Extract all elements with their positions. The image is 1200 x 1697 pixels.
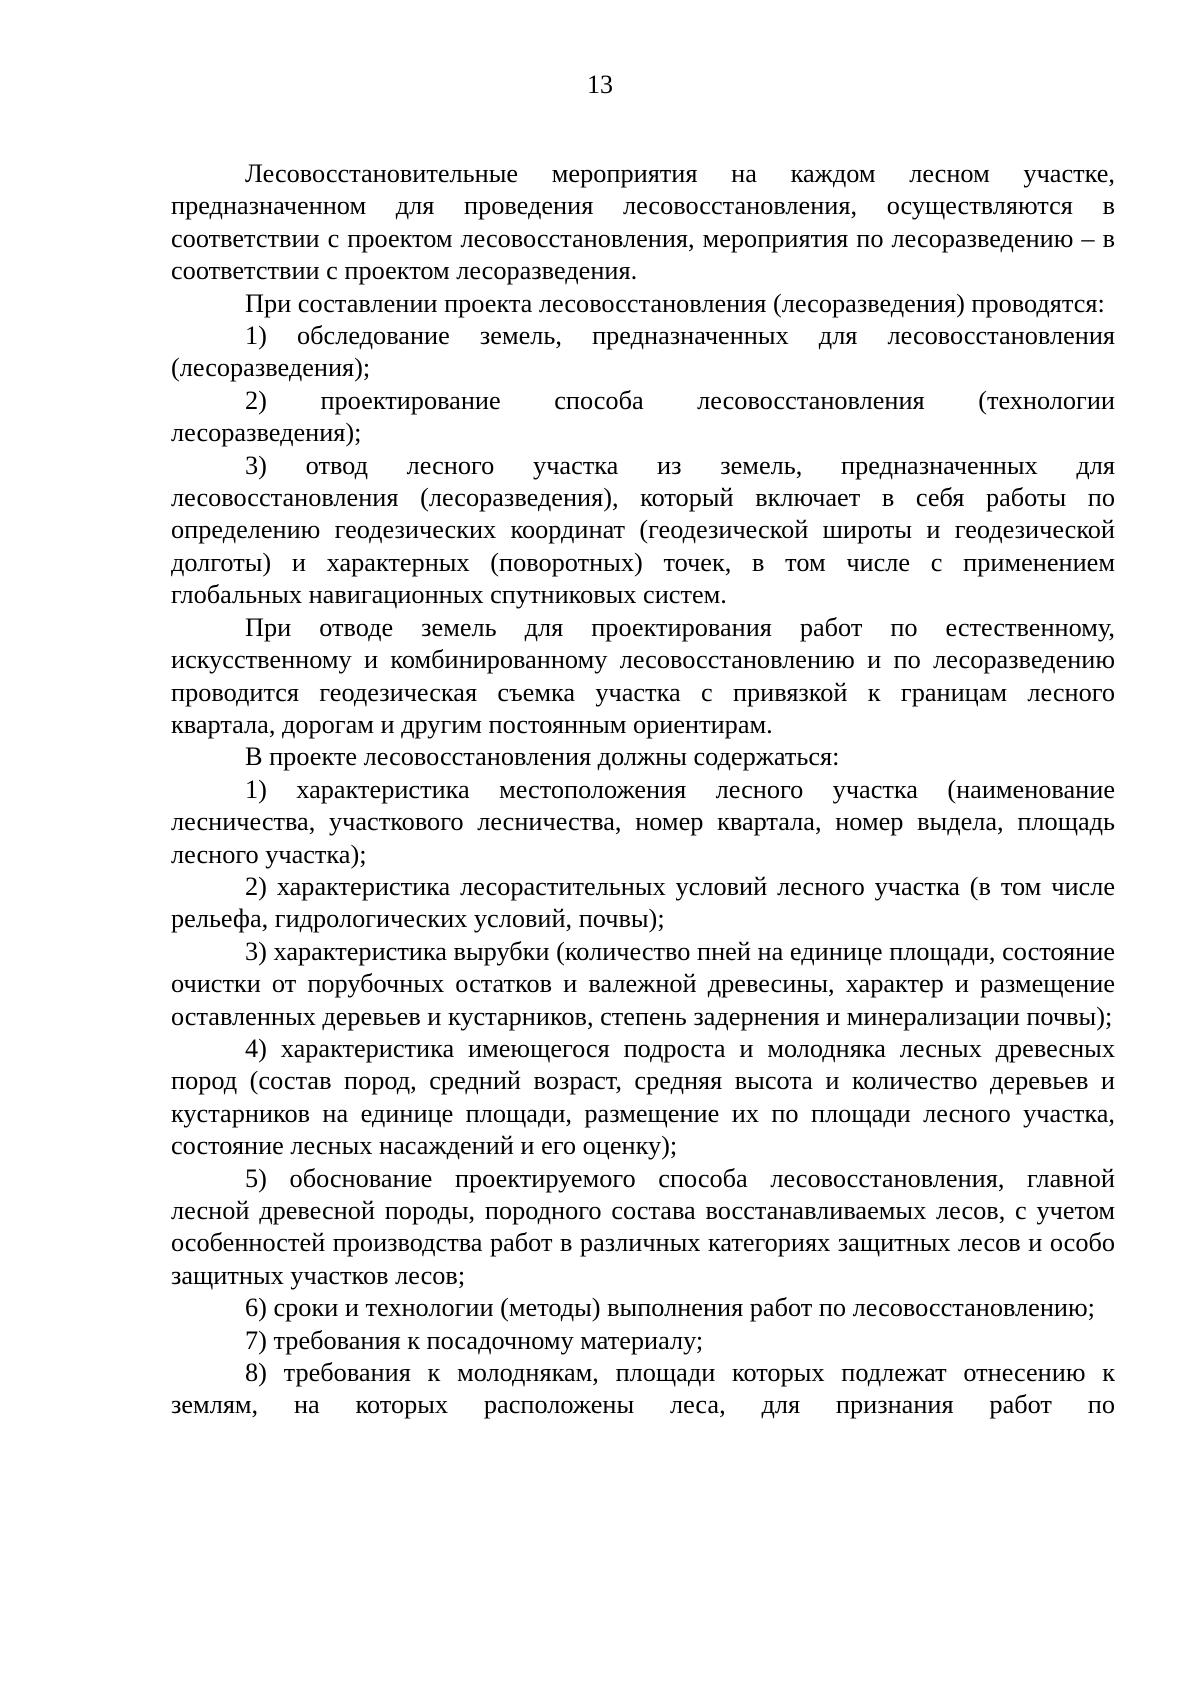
list-item-young-stands: 8) требования к молоднякам, площади которых подлежат отнесению к землям, на которых расположены леса, для признания работ по [171,1358,1115,1420]
list-item-plot-allocation: 3) отвод лесного участка из земель, предназначенных для лесовосстановления (лесоразведения), который включает в себя работы по определению геодезических координат (геодезической широты и геодезической долготы) и характерных (поворотных) точек, в том числе с применением глобальных навигационных спутниковых систем. [171,450,1115,610]
list-item-location: 1) характеристика местоположения лесного участка (наименование лесничества, участкового лесничества, номер квартала, номер выдела, площадь лесного участка); [171,774,1115,869]
list-item-planting-material: 7) требования к посадочному материалу; [245,1325,704,1355]
list-item-undergrowth: 4) характеристика имеющегося подроста и молодняка лесных древесных пород (состав пород, средний возраст, средняя высота и количество деревьев и кустарников на единице площади, размещение их по площади лесного участка, состояние лесных насаждений и его оценку); [171,1033,1115,1161]
document-body [171,158,1115,1422]
list-item-justification: 5) обоснование проектируемого способа лесовосстановления, главной лесной древесной породы, породного состава восстанавливаемых лесов, с учетом особенностей производства работ в различных категориях защитных лесов и особо защитных участков лесов; [171,1163,1115,1290]
list-item-survey: 1) обследование земель, предназначенных для лесовосстановления (лесоразведения); [171,321,1115,383]
list-item-clearing: 3) характеристика вырубки (количество пней на единице площади, состояние очистки от порубочных остатков и валежной древесины, характер и размещение оставленных деревьев и кустарников, степень задернения и минерализации почвы); [171,936,1115,1031]
list-item-design-method: 2) проектирование способа лесовосстановления (технологии лесоразведения); [171,385,1115,448]
list-item-growing-conditions: 2) характеристика лесорастительных условий лесного участка (в том числе рельефа, гидрологических условий, почвы); [171,871,1115,934]
paragraph-geodetic-survey: При отводе земель для проектирования работ по естественному, искусственному и комбинированному лесовосстановлению и по лесоразведению проводится геодезическая съемка участка с привязкой к границам лесного квартала, дорогам и другим постоянным ориентирам. [171,612,1115,739]
paragraph-project-composition: При составлении проекта лесовосстановления (лесоразведения) проводятся: [245,288,1105,318]
list-item-timing-technology: 6) сроки и технологии (методы) выполнения работ по лесовосстановлению; [245,1293,1095,1323]
paragraph-intro: Лесовосстановительные мероприятия на каждом лесном участке, предназначенном для проведения лесовосстановления, осуществляются в соответствии с проектом лесовосстановления, мероприятия по лесоразведению – в соответствии с проектом лесоразведения. [171,159,1115,286]
page-number: 13 [587,70,613,99]
paragraph-project-contents: В проекте лесовосстановления должны содержаться: [245,742,840,772]
